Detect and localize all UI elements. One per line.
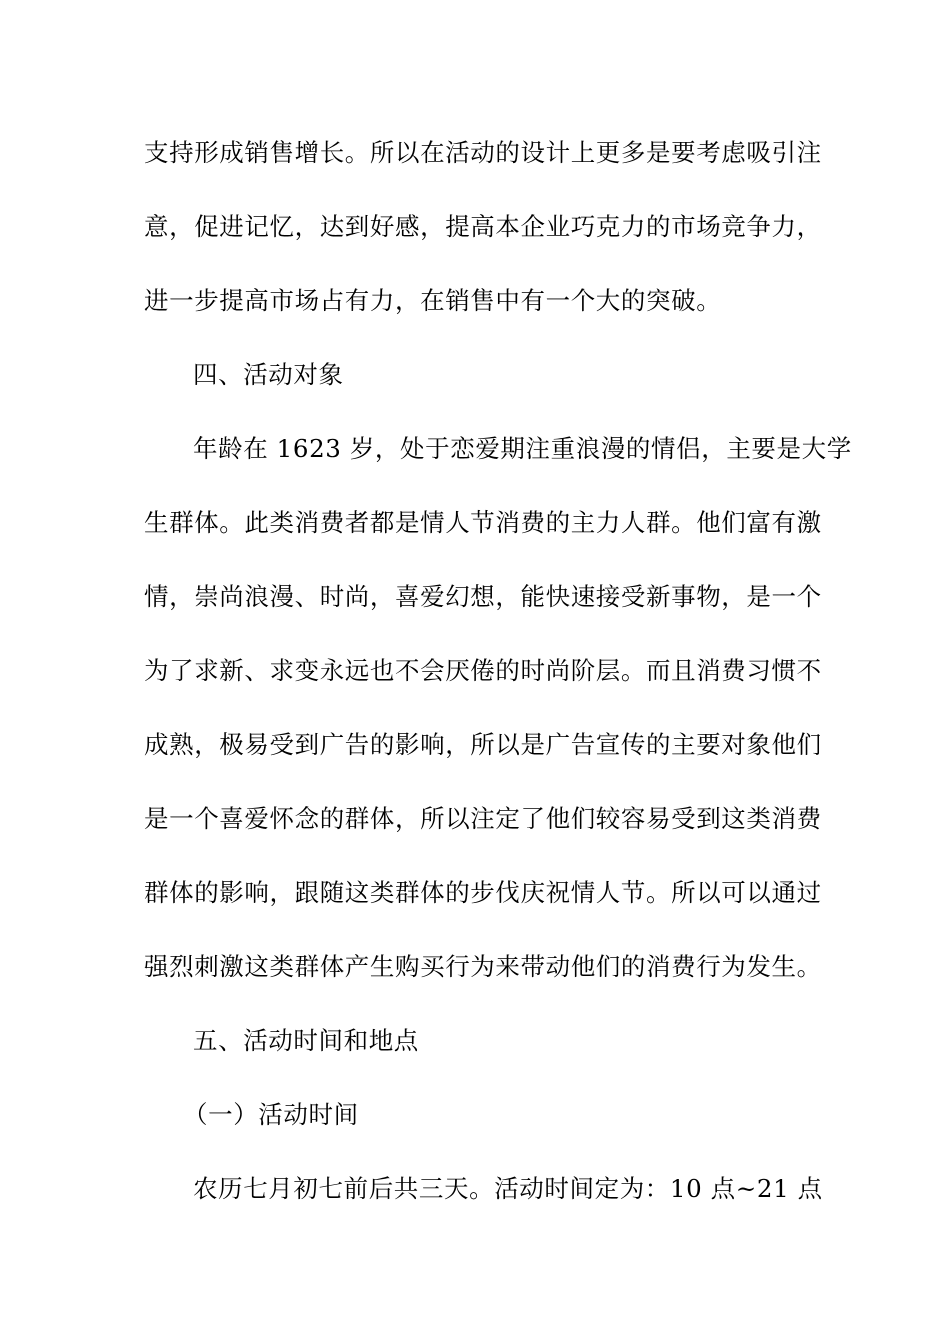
paragraph-line: 进一步提高市场占有力，在销售中有一个大的突破。 <box>144 286 722 315</box>
section-heading: 五、活动时间和地点 <box>193 1026 419 1055</box>
section-heading: 四、活动对象 <box>193 360 344 389</box>
subsection-heading: （一）活动时间 <box>183 1100 359 1129</box>
paragraph-line: 农历七月初七前后共三天。活动时间定为：10 点~21 点 <box>193 1174 823 1203</box>
paragraph-line: 意，促进记忆，达到好感，提高本企业巧克力的市场竞争力， <box>144 212 822 241</box>
paragraph-line: 年龄在 1623 岁，处于恋爱期注重浪漫的情侣，主要是大学 <box>193 434 852 463</box>
paragraph-line: 强烈刺激这类群体产生购买行为来带动他们的消费行为发生。 <box>144 952 822 981</box>
paragraph-line: 是一个喜爱怀念的群体，所以注定了他们较容易受到这类消费 <box>144 804 822 833</box>
paragraph-line: 支持形成销售增长。所以在活动的设计上更多是要考虑吸引注 <box>144 138 822 167</box>
paragraph-line: 为了求新、求变永远也不会厌倦的时尚阶层。而且消费习惯不 <box>144 656 822 685</box>
paragraph-line: 生群体。此类消费者都是情人节消费的主力人群。他们富有激 <box>144 508 822 537</box>
paragraph-line: 成熟，极易受到广告的影响，所以是广告宣传的主要对象他们 <box>144 730 822 759</box>
paragraph-line: 群体的影响，跟随这类群体的步伐庆祝情人节。所以可以通过 <box>144 878 822 907</box>
paragraph-line: 情，崇尚浪漫、时尚，喜爱幻想，能快速接受新事物，是一个 <box>144 582 822 611</box>
